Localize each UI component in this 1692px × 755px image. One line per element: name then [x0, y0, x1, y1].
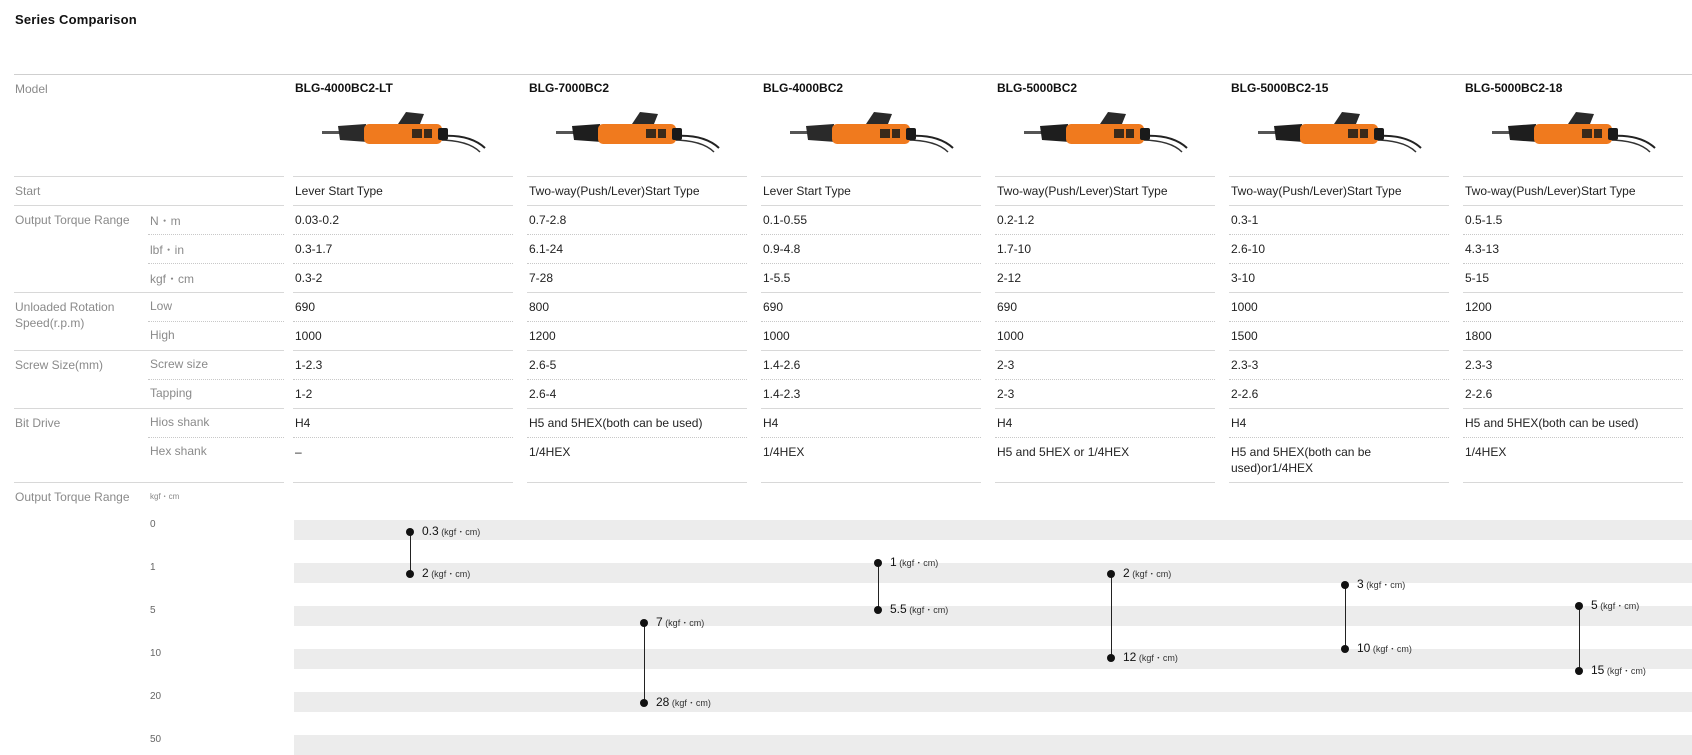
row-divider-dotted	[527, 379, 747, 380]
cell-start: Two-way(Push/Lever)Start Type	[997, 184, 1168, 198]
cell-hex: H5 and 5HEX or 1/4HEX	[997, 445, 1130, 459]
model-name: BLG-5000BC2-15	[1231, 81, 1329, 95]
cell-screw: 1.4-2.6	[763, 358, 801, 372]
cell-lbf: 2.6-10	[1231, 242, 1266, 256]
row-divider	[761, 205, 981, 206]
sub-label-low: Low	[150, 299, 173, 313]
row-divider	[14, 205, 284, 206]
row-divider	[761, 176, 981, 177]
row-divider	[293, 205, 513, 206]
cell-lbf: 1.7-10	[997, 242, 1032, 256]
row-divider-dotted	[761, 234, 981, 235]
range-point	[1341, 645, 1349, 653]
row-divider-dotted	[761, 263, 981, 264]
cell-lbf: 6.1-24	[529, 242, 564, 256]
sub-label-kgf: kgf・cm	[150, 272, 195, 286]
y-tick-label: 0	[150, 519, 156, 530]
cell-tapping: 1-2	[295, 387, 313, 401]
row-divider-dotted	[995, 321, 1215, 322]
row-divider-dotted	[995, 437, 1215, 438]
row-divider-dotted	[995, 263, 1215, 264]
cell-nm: 0.7-2.8	[529, 213, 567, 227]
range-value: 15	[1591, 662, 1605, 677]
range-value: 5	[1591, 598, 1598, 612]
cell-start: Two-way(Push/Lever)Start Type	[1465, 184, 1636, 198]
row-divider-dotted	[1463, 321, 1683, 322]
row-divider	[293, 176, 513, 177]
cell-hex: 1/4HEX	[763, 445, 805, 459]
cell-kgf: 7-28	[529, 271, 554, 285]
row-divider	[1463, 350, 1683, 351]
cell-tapping: 2-2.6	[1231, 387, 1259, 401]
cell-low: 690	[997, 300, 1018, 314]
sub-label-nm: N・m	[150, 214, 181, 228]
range-line	[1111, 574, 1112, 658]
sub-label-hex: Hex shank	[150, 444, 207, 458]
row-divider-dotted	[1229, 263, 1449, 264]
cell-kgf: 2-12	[997, 271, 1022, 285]
range-unit: (kgf・cm)	[438, 527, 481, 537]
range-unit: (kgf・cm)	[1363, 579, 1406, 590]
row-divider-dotted	[293, 321, 513, 322]
cell-high: 1000	[295, 329, 322, 343]
row-divider	[14, 350, 284, 351]
row-divider	[1229, 350, 1449, 351]
range-value-label	[422, 566, 470, 580]
range-value: 2	[422, 565, 429, 580]
chart-grid-band	[294, 649, 1692, 669]
row-label-screw-size: Screw Size(mm)	[15, 358, 104, 372]
cell-tapping: 2-2.6	[1465, 387, 1493, 401]
range-unit: (kgf・cm)	[662, 618, 705, 629]
product-image	[1490, 110, 1660, 156]
row-divider	[293, 350, 513, 351]
row-divider-dotted	[293, 379, 513, 380]
range-point	[406, 570, 414, 578]
cell-hex: H5 and 5HEX(both can be used)or1/4HEX	[1231, 445, 1372, 475]
row-divider	[1229, 292, 1449, 293]
cell-screw: 2.6-5	[529, 358, 557, 372]
range-unit: (kgf・cm)	[1604, 665, 1646, 676]
row-divider	[1463, 482, 1683, 483]
range-point	[1341, 581, 1349, 589]
row-divider	[527, 176, 747, 177]
y-tick-label: 1	[150, 562, 156, 573]
row-divider	[14, 176, 284, 177]
range-line	[644, 623, 645, 703]
row-divider	[995, 482, 1215, 483]
cell-lbf: 0.3-1.7	[295, 242, 333, 256]
cell-start: Two-way(Push/Lever)Start Type	[1231, 184, 1402, 198]
row-divider-dotted	[293, 263, 513, 264]
y-tick-label: 10	[150, 648, 162, 659]
row-divider	[995, 292, 1215, 293]
row-divider-dotted	[761, 321, 981, 322]
cell-low: 800	[529, 300, 550, 314]
product-image	[1256, 110, 1426, 156]
row-divider-dotted	[1463, 234, 1683, 235]
sub-label-screw-size: Screw size	[150, 357, 209, 371]
range-unit: (kgf・cm)	[1370, 644, 1412, 654]
row-divider	[14, 408, 284, 409]
range-point	[1575, 602, 1583, 610]
cell-tapping: 2-3	[997, 387, 1015, 401]
range-value: 3	[1357, 576, 1364, 591]
range-point	[406, 528, 414, 536]
cell-hios: H5 and 5HEX(both can be used)	[1465, 416, 1639, 430]
sub-label-tapping: Tapping	[150, 386, 193, 400]
range-value: 1	[890, 555, 897, 569]
row-divider	[14, 292, 284, 293]
y-tick-label: 20	[150, 691, 162, 702]
cell-high: 1000	[763, 329, 790, 343]
cell-start: Lever Start Type	[763, 184, 851, 198]
cell-high: 1000	[997, 329, 1024, 343]
row-divider-dotted	[1229, 321, 1449, 322]
screwdriver-icon	[320, 110, 490, 156]
sub-label-lbf: lbf・in	[150, 243, 185, 257]
cell-kgf: 5-15	[1465, 271, 1490, 285]
range-point	[1107, 570, 1115, 578]
row-divider-dotted	[148, 263, 284, 264]
range-unit: (kgf・cm)	[1597, 601, 1640, 611]
model-name: BLG-4000BC2	[763, 81, 844, 95]
range-value-label	[656, 695, 711, 709]
cell-high: 1500	[1231, 329, 1258, 343]
product-image	[554, 110, 724, 156]
range-value: 7	[656, 615, 663, 630]
cell-nm: 0.1-0.55	[763, 213, 808, 227]
row-divider	[527, 482, 747, 483]
row-divider-dotted	[1463, 379, 1683, 380]
row-divider-dotted	[148, 234, 284, 235]
cell-screw: 2-3	[997, 358, 1015, 372]
row-divider-dotted	[527, 321, 747, 322]
range-value-label	[890, 602, 948, 616]
row-divider	[527, 350, 747, 351]
cell-screw: 2.3-3	[1231, 358, 1259, 372]
model-name: BLG-5000BC2	[997, 81, 1078, 95]
row-divider-dotted	[761, 379, 981, 380]
row-divider-dotted	[1229, 234, 1449, 235]
chart-unit-label: kgf・cm	[150, 492, 180, 501]
cell-hios: H4	[763, 416, 779, 430]
range-value-label	[1123, 650, 1178, 664]
row-divider	[293, 292, 513, 293]
model-name: BLG-5000BC2-18	[1465, 81, 1563, 95]
model-name: BLG-4000BC2-LT	[295, 81, 393, 95]
row-divider	[761, 292, 981, 293]
range-line	[878, 563, 879, 610]
row-label-bit-drive: Bit Drive	[15, 416, 61, 430]
chart-grid-band	[294, 692, 1692, 712]
screwdriver-icon	[1256, 110, 1426, 156]
cell-nm: 0.3-1	[1231, 213, 1259, 227]
row-divider-dotted	[761, 437, 981, 438]
row-divider	[1463, 292, 1683, 293]
row-divider-dotted	[1463, 437, 1683, 438]
sub-label-hios: Hios shank	[150, 415, 210, 429]
range-value: 0.3	[422, 524, 439, 538]
row-divider	[293, 482, 513, 483]
cell-high: 1800	[1465, 329, 1492, 343]
row-divider	[527, 292, 747, 293]
row-divider	[761, 350, 981, 351]
row-divider-dotted	[1463, 263, 1683, 264]
range-value: 5.5	[890, 602, 907, 617]
cell-lbf: 4.3-13	[1465, 242, 1500, 256]
row-divider-dotted	[148, 379, 284, 380]
cell-low: 690	[295, 300, 316, 314]
cell-nm: 0.03-0.2	[295, 213, 340, 227]
row-divider	[1229, 482, 1449, 483]
row-divider-dotted	[293, 437, 513, 438]
chart-grid-band	[294, 606, 1692, 629]
cell-low: 1200	[1465, 300, 1492, 314]
row-divider-dotted	[527, 234, 747, 235]
range-value-label	[1591, 663, 1646, 677]
row-divider	[995, 176, 1215, 177]
row-divider	[1463, 176, 1683, 177]
screwdriver-icon	[1490, 110, 1660, 156]
range-point	[874, 559, 882, 567]
row-divider-dotted	[293, 234, 513, 235]
row-divider	[761, 408, 981, 409]
range-value-label	[656, 615, 704, 629]
cell-hios: H4	[997, 416, 1013, 430]
range-value: 12	[1123, 649, 1137, 664]
row-divider-dotted	[995, 234, 1215, 235]
row-divider	[1229, 408, 1449, 409]
cell-hios: H4	[295, 416, 311, 430]
row-divider-dotted	[527, 263, 747, 264]
row-divider-dotted	[527, 437, 747, 438]
range-value: 28	[656, 695, 670, 710]
chart-grid-band	[294, 735, 1692, 755]
cell-kgf: 0.3-2	[295, 271, 323, 285]
model-name: BLG-7000BC2	[529, 81, 610, 95]
range-value-label	[1357, 577, 1405, 591]
chart-section-label: Output Torque Range	[15, 490, 130, 504]
range-unit: (kgf・cm)	[1136, 652, 1178, 663]
row-divider	[527, 408, 747, 409]
row-divider	[293, 408, 513, 409]
screwdriver-icon	[554, 110, 724, 156]
product-image	[1022, 110, 1192, 156]
cell-high: 1200	[529, 329, 556, 343]
range-line	[1345, 585, 1346, 650]
table-top-border	[14, 74, 1692, 75]
row-divider	[14, 482, 284, 483]
cell-lbf: 0.9-4.8	[763, 242, 801, 256]
row-divider	[761, 482, 981, 483]
product-image	[788, 110, 958, 156]
cell-hios: H4	[1231, 416, 1247, 430]
cell-hex: –	[295, 445, 302, 459]
range-value-label	[1123, 566, 1171, 580]
row-divider-dotted	[995, 379, 1215, 380]
row-divider	[995, 408, 1215, 409]
screwdriver-icon	[788, 110, 958, 156]
range-line	[1579, 606, 1580, 671]
cell-screw: 1-2.3	[295, 358, 323, 372]
chart-grid-band	[294, 520, 1692, 540]
cell-low: 690	[763, 300, 784, 314]
cell-start: Lever Start Type	[295, 184, 383, 198]
row-divider	[995, 350, 1215, 351]
range-unit: (kgf・cm)	[896, 558, 939, 568]
cell-screw: 2.3-3	[1465, 358, 1493, 372]
product-image	[320, 110, 490, 156]
cell-kgf: 3-10	[1231, 271, 1256, 285]
chart-grid-band	[294, 563, 1692, 583]
row-divider-dotted	[1229, 437, 1449, 438]
cell-tapping: 1.4-2.3	[763, 387, 801, 401]
row-divider	[1229, 205, 1449, 206]
range-point	[1575, 667, 1583, 675]
range-value-label	[1591, 598, 1639, 612]
cell-hex: 1/4HEX	[529, 445, 571, 459]
y-tick-label: 5	[150, 605, 156, 616]
range-value-label	[422, 524, 480, 538]
cell-nm: 0.5-1.5	[1465, 213, 1503, 227]
range-value-label	[1357, 641, 1412, 655]
row-divider	[995, 205, 1215, 206]
row-label-speed: Unloaded Rotation Speed(r.p.m)	[15, 300, 115, 330]
row-label-torque: Output Torque Range	[15, 213, 130, 227]
range-unit: (kgf・cm)	[1129, 568, 1172, 579]
cell-start: Two-way(Push/Lever)Start Type	[529, 184, 700, 198]
range-unit: (kgf・cm)	[428, 568, 471, 579]
row-divider	[527, 205, 747, 206]
row-divider	[1229, 176, 1449, 177]
row-divider-dotted	[148, 437, 284, 438]
range-unit: (kgf・cm)	[669, 698, 711, 709]
y-tick-label: 50	[150, 734, 162, 745]
row-label-model: Model	[15, 82, 48, 96]
range-point	[1107, 654, 1115, 662]
sub-label-high: High	[150, 328, 175, 342]
screwdriver-icon	[1022, 110, 1192, 156]
row-divider-dotted	[148, 321, 284, 322]
cell-hios: H5 and 5HEX(both can be used)	[529, 416, 703, 430]
range-value: 2	[1123, 565, 1130, 580]
row-divider	[1463, 408, 1683, 409]
cell-kgf: 1-5.5	[763, 271, 791, 285]
cell-low: 1000	[1231, 300, 1258, 314]
range-value-label	[890, 555, 938, 569]
cell-nm: 0.2-1.2	[997, 213, 1035, 227]
range-line	[410, 532, 411, 574]
row-label-start: Start	[15, 184, 41, 198]
cell-hex: 1/4HEX	[1465, 445, 1507, 459]
range-unit: (kgf・cm)	[906, 605, 949, 616]
row-divider	[1463, 205, 1683, 206]
range-value: 10	[1357, 641, 1371, 655]
cell-tapping: 2.6-4	[529, 387, 557, 401]
row-divider-dotted	[1229, 379, 1449, 380]
page-title: Series Comparison	[15, 12, 137, 27]
